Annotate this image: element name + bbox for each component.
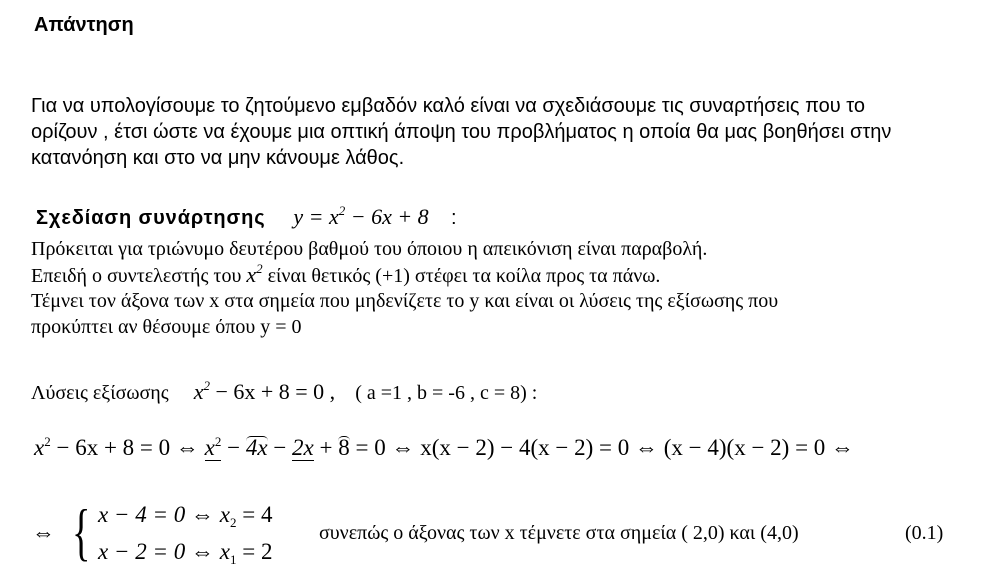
body-line-2-x: x: [246, 262, 257, 287]
body-line-2: [31, 262, 778, 288]
solution-system: [32, 496, 332, 572]
chain-part-6: = 0 ⇔ x(x − 2) − 4(x − 2) = 0 ⇔ (x − 4)(x − 2) = 0 ⇔: [349, 435, 855, 460]
chain-underlined-2x: 2x: [292, 435, 314, 460]
body-line-2-after: είναι θετικός (+1) στέφει τα κοίλα προς τα πάνω.: [262, 265, 661, 287]
system-row-2: [98, 539, 272, 565]
intro-paragraph: [31, 93, 961, 171]
equation-exp: 2: [203, 378, 210, 393]
conclusion-text: συνεπώς ο άξονας των x τέμνετε στα σημεία ( 2,0) και (4,0): [319, 522, 799, 544]
body-line-2-before: Επειδή ο συντελεστής του: [31, 265, 247, 287]
system-row-1-sub: 2: [229, 515, 237, 530]
chain-part-5: +: [313, 435, 339, 460]
intro-line-3: κατανόηση και στο να μην κάνουμε λάθος.: [31, 147, 405, 169]
body-line-3: Τέμνει τον άξονα των x στα σημεία που μηδενίζετε το y και είναι οι λύσεις της εξίσωσης που: [31, 290, 779, 312]
chain-x: x: [34, 435, 45, 460]
equation-rest: − 6x + 8 = 0 ,: [209, 379, 336, 404]
chain-part-3: −: [221, 435, 246, 460]
factorization-chain: [34, 435, 854, 461]
chain-u1-exp: 2: [214, 434, 222, 449]
equation-coefficients: ( a =1 , b = -6 , c = 8) :: [355, 382, 538, 404]
section-title: [36, 204, 457, 230]
section-title-text: Σχεδίαση συνάρτησης: [36, 207, 266, 229]
chain-u1: x: [204, 435, 215, 460]
system-row-2-right: = 2: [236, 539, 273, 564]
body-line-2-exp: 2: [256, 261, 263, 276]
system-row-1: [98, 502, 272, 528]
function-rhs: − 6x + 8: [345, 204, 429, 229]
chain-overlined-8: 8: [338, 435, 350, 460]
description-lines: [31, 236, 778, 340]
system-row-1-left: x − 4 = 0 ⇔ x: [98, 502, 230, 527]
equation-x: x: [193, 379, 204, 404]
section-colon: :: [450, 207, 457, 229]
equation-number: (0.1): [905, 522, 944, 544]
system-row-2-left: x − 2 = 0 ⇔ x: [98, 539, 230, 564]
body-line-1: Πρόκειται για τριώνυμο δευτέρου βαθμού του όποιου η απεικόνιση είναι παραβολή.: [31, 238, 708, 260]
body-line-4: προκύπτει αν θέσουμε όπου y = 0: [31, 316, 302, 338]
equation-formula: [194, 379, 336, 404]
function-lhs: y = x: [293, 204, 339, 229]
equation-label: Λύσεις εξίσωσης: [31, 382, 169, 404]
function-formula: [293, 204, 428, 229]
chain-part-2: − 6x + 8 = 0 ⇔: [50, 435, 205, 460]
intro-line-2: ορίζουν , έτσι ώστε να έχουμε μια οπτική άποψη του προβλήματος η οποία θα μας βοηθήσει στην: [31, 121, 892, 143]
system-row-1-right: = 4: [236, 502, 273, 527]
chain-overlined-4x: 4x: [245, 435, 268, 460]
body-line-2-term: [246, 262, 262, 287]
chain-x-exp: 2: [44, 434, 51, 449]
chain-underlined-x2: [205, 435, 222, 461]
iff-symbol: ⇔: [32, 520, 55, 545]
equation-solutions-line: [31, 379, 537, 405]
left-brace: {: [72, 496, 91, 567]
function-exponent: 2: [338, 203, 346, 218]
intro-line-1: Για να υπολογίσουμε το ζητούμενο εμβαδόν καλό είναι να σχεδιάσουμε τις συναρτήσεις που το: [31, 95, 865, 117]
answer-heading: Απάντηση: [34, 14, 134, 36]
chain-part-4: −: [267, 435, 293, 460]
system-row-2-sub: 1: [229, 552, 237, 567]
